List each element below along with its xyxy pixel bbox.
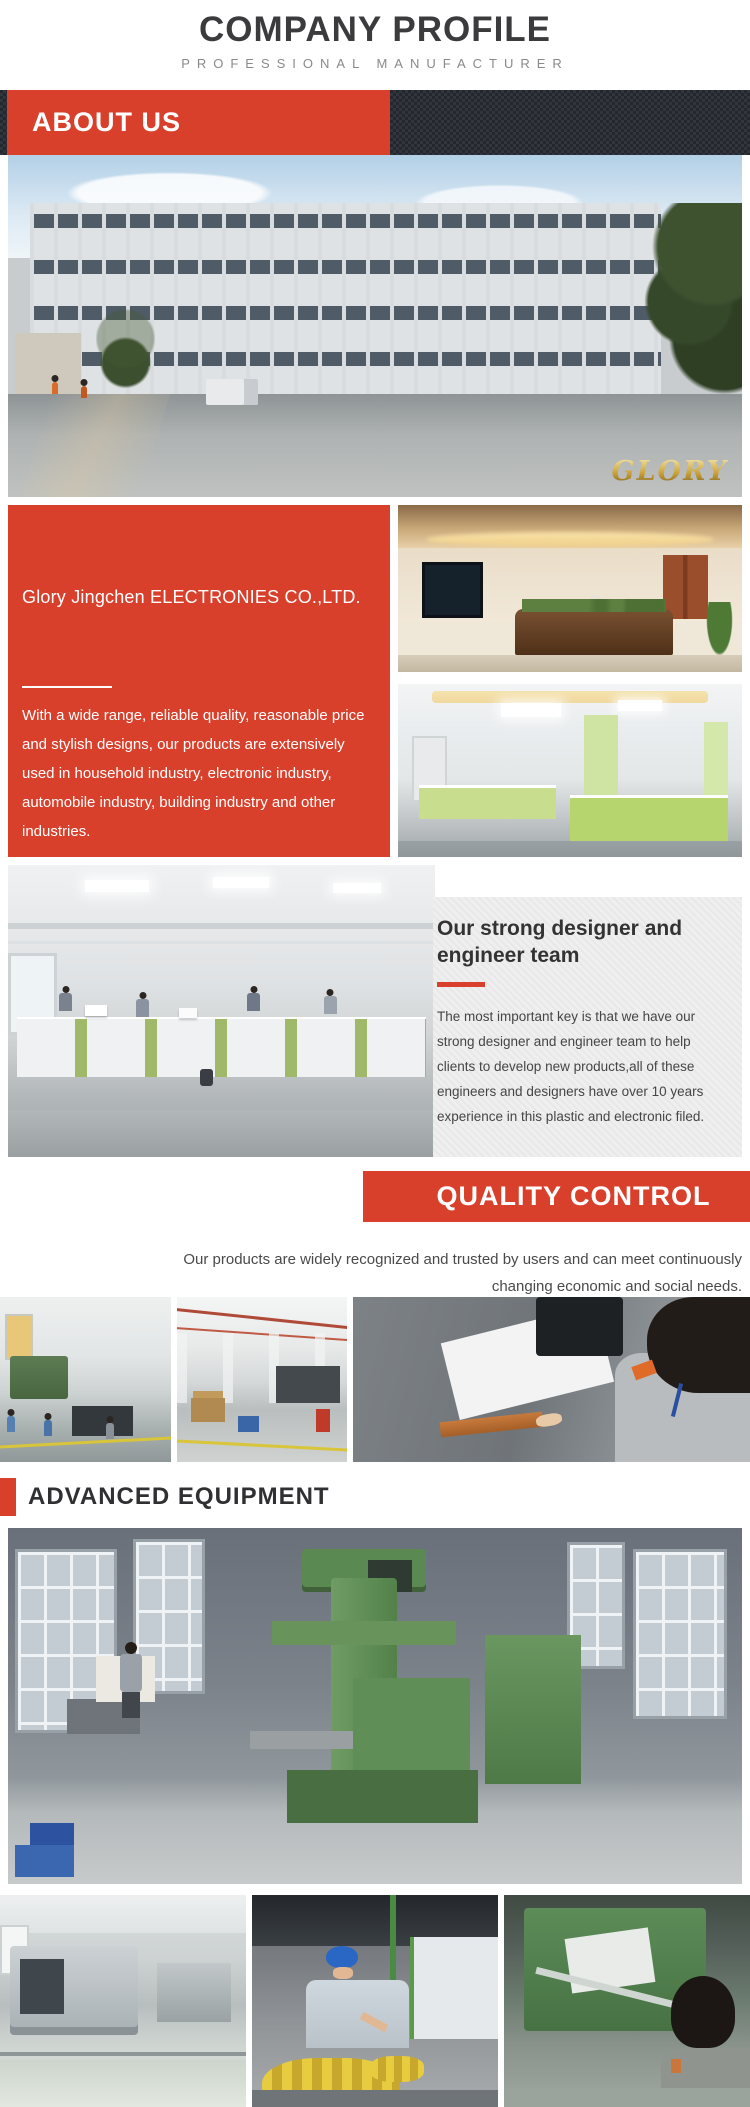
worker-figure xyxy=(44,1420,52,1436)
paper-stack-shape xyxy=(85,1005,107,1016)
plant-shape xyxy=(704,602,735,662)
operator-body-shape xyxy=(120,1654,142,1692)
company-intro-card xyxy=(8,505,390,857)
workbench-shape xyxy=(72,1406,134,1436)
machine-body-shape xyxy=(353,1678,470,1778)
inspector-hair-shape xyxy=(647,1297,750,1393)
reception-lobby-photo xyxy=(398,505,742,672)
copper-parts-shape xyxy=(440,1412,544,1438)
about-us-banner xyxy=(0,90,750,155)
door-shape xyxy=(663,555,708,618)
worker-face-shape xyxy=(333,1967,353,1979)
worker-figure xyxy=(52,382,58,394)
ceiling-light-shape xyxy=(333,883,381,893)
red-cabinet-shape xyxy=(316,1409,330,1432)
quality-control-banner-label: QUALITY CONTROL xyxy=(436,1181,711,1211)
about-us-banner-label: ABOUT US xyxy=(32,107,181,137)
carton-stack-shape xyxy=(191,1398,225,1423)
red-pipe-shape xyxy=(177,1307,347,1329)
floor-shape xyxy=(8,1110,435,1157)
tree-shape xyxy=(96,305,155,401)
desk-row-shape xyxy=(17,1017,427,1077)
desk-row-shape xyxy=(419,785,557,819)
operator-figure xyxy=(118,1642,144,1732)
advanced-equipment-label: ADVANCED EQUIPMENT xyxy=(28,1483,330,1510)
machine-panel-shape xyxy=(410,1937,498,2039)
ceiling-light-shape xyxy=(501,703,561,717)
operator-legs-shape xyxy=(122,1692,140,1718)
window-shape xyxy=(5,1314,33,1361)
paper-stack-shape xyxy=(179,1008,197,1018)
about-us-banner-red-block xyxy=(7,90,390,155)
glory-watermark: GLORY xyxy=(611,456,728,487)
machinery-hall-photo xyxy=(8,1528,742,1884)
window-shape xyxy=(633,1549,727,1719)
ceiling-light-shape xyxy=(213,877,269,888)
machine-table-shape xyxy=(250,1731,353,1749)
table-shape xyxy=(252,2090,498,2107)
design-team-photo xyxy=(8,865,435,1157)
machine-row-shape xyxy=(10,1356,68,1399)
workshop-photo-2 xyxy=(177,1297,347,1462)
page-title: COMPANY PROFILE xyxy=(198,10,552,49)
worker-figure xyxy=(81,386,87,398)
test-device-shape xyxy=(536,1297,623,1356)
design-team-panel xyxy=(433,897,742,1157)
quality-inspection-photo xyxy=(353,1297,750,1462)
rail-shape xyxy=(0,2052,246,2056)
truck-shape xyxy=(206,379,258,405)
worker-body-shape xyxy=(306,1980,409,2048)
quality-control-description: Our products are widely recognized and trusted by users and can meet continuously changing economic and social needs. xyxy=(183,1251,742,1295)
tv-screen-shape xyxy=(422,562,483,618)
designer-figure xyxy=(59,993,72,1011)
machine-row-shape xyxy=(276,1366,341,1402)
blue-bin-shape xyxy=(238,1416,258,1433)
reception-desk-shape xyxy=(515,609,673,656)
chair-shape xyxy=(200,1069,213,1086)
worker-figure xyxy=(106,1423,114,1439)
floor-shape xyxy=(398,841,742,857)
floor-line-shape xyxy=(0,1436,171,1449)
molding-machines-photo xyxy=(0,1895,246,2107)
ceiling-shape xyxy=(0,1895,246,1933)
designer-figure xyxy=(136,999,149,1017)
worker-hair-shape xyxy=(671,1976,735,2048)
card-divider xyxy=(22,686,112,688)
cove-light-shape xyxy=(426,532,715,547)
quality-control-banner xyxy=(363,1171,750,1222)
green-pole-shape xyxy=(390,1895,396,1988)
plant-row-shape xyxy=(522,599,666,612)
orange-detail-shape xyxy=(671,2059,681,2073)
ceiling-light-shape xyxy=(618,700,662,711)
screen-printing-photo xyxy=(504,1895,750,2107)
green-cabinet-shape xyxy=(570,795,728,843)
advanced-equipment-heading xyxy=(0,1478,750,1516)
blue-bin-shape xyxy=(30,1823,74,1844)
tree-shape xyxy=(625,203,742,422)
cove-light-shape xyxy=(432,691,707,703)
designer-figure xyxy=(247,993,260,1011)
page-subtitle: PROFESSIONAL MANUFACTURER xyxy=(181,56,569,71)
design-team-body: The most important key is that we have our strong designer and engineer team to help clients to develop new products,all of these engineers and designers have over 10 years experience in this plastic and electronic filed. xyxy=(437,1009,705,1124)
ceiling-light-shape xyxy=(85,880,149,892)
company-description: With a wide range, reliable quality, reasonable price and stylish designs, our products are extensively used in household industry, electronic industry, automobile industry, building industry and other industries. xyxy=(22,707,365,840)
company-name: Glory Jingchen ELECTRONIES CO.,LTD. xyxy=(22,587,361,607)
designer-figure xyxy=(324,996,337,1014)
office-interior-photo xyxy=(398,684,742,857)
red-bullet-shape xyxy=(0,1478,16,1516)
ceiling-beam-shape xyxy=(8,941,435,944)
machine-base-shape xyxy=(287,1770,478,1823)
floor-shape xyxy=(398,655,742,672)
injection-machine-shape xyxy=(157,1963,231,2022)
shed-shape xyxy=(15,333,81,395)
ceiling-beam-shape xyxy=(8,923,435,929)
worker-figure xyxy=(7,1416,15,1432)
operator-head-shape xyxy=(125,1642,137,1654)
workshop-photo-1 xyxy=(0,1297,171,1462)
blue-helmet-shape xyxy=(326,1946,358,1968)
red-divider xyxy=(437,982,485,987)
factory-exterior-photo xyxy=(8,155,742,497)
floor-shape xyxy=(0,2060,246,2107)
floor-line-shape xyxy=(177,1439,347,1452)
blue-bin-shape xyxy=(15,1845,74,1877)
machine-panel-shape xyxy=(20,1959,64,2014)
assembly-worker-photo xyxy=(252,1895,498,2107)
table-shape xyxy=(504,2088,750,2107)
machine-shape xyxy=(485,1635,580,1785)
design-team-heading: Our strong designer and engineer team xyxy=(437,917,683,967)
machine-arm-shape xyxy=(272,1621,456,1646)
yellow-parts-shape xyxy=(370,2056,424,2081)
